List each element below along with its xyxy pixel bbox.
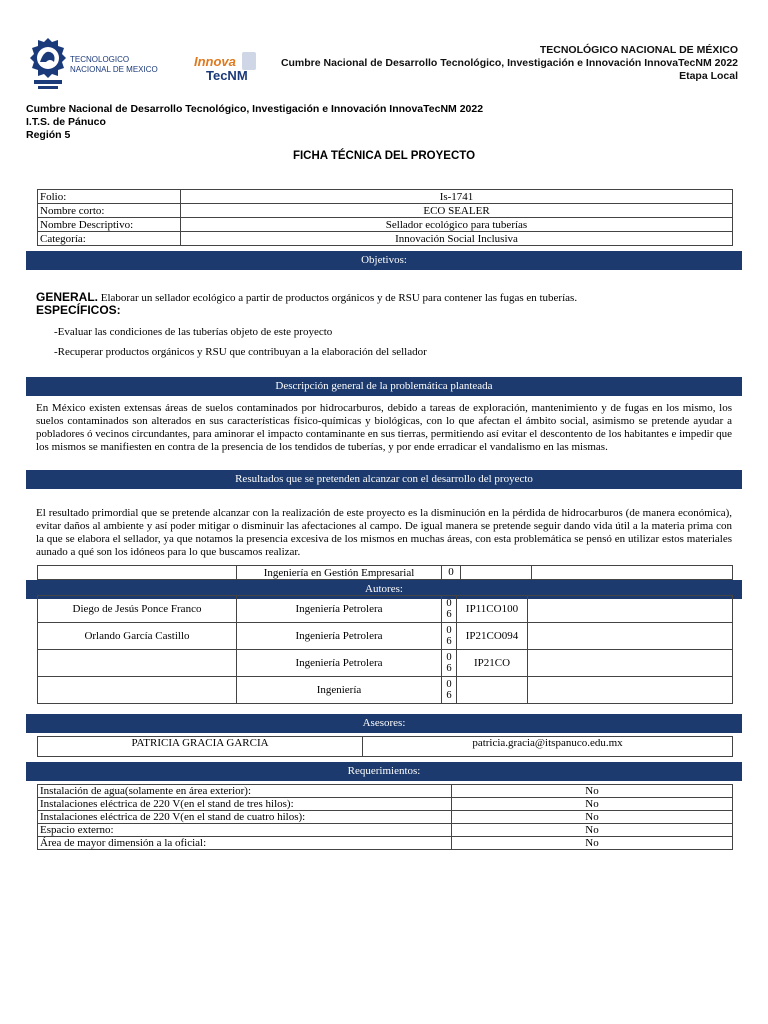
subheader-region: Región 5: [26, 129, 71, 141]
requirement-value: No: [452, 824, 733, 837]
table-row: [38, 204, 733, 218]
info-label: Nombre corto:: [38, 204, 181, 218]
requirement-label: Instalaciones eléctrica de 220 V(en el stand de tres hilos):: [38, 798, 452, 811]
author-career: Ingeniería en Gestión Empresarial: [237, 566, 442, 580]
author-semester: 0 6: [442, 596, 457, 623]
requirements-table: [37, 784, 733, 850]
info-value: Is-1741: [181, 190, 733, 204]
author-career: Ingeniería Petrolera: [237, 650, 442, 677]
requirement-value: No: [452, 811, 733, 824]
resultados-text: El resultado primordial que se pretende alcanzar con la realización de este proyecto es la disminución en la pérdida de hidrocarburos (de manera económica), evitar daños al ambiente y así poder mitigar o disminuir las afectaciones al campo. De igual manera se pretende seguir dando vida útil a la materia prima con la que se elabora el sellador, ya que notamos la presencia excesiva de los mismos en muchas áreas, con esta problemática se pensó en utilizar estos materiales aunado a qué son los idóneos para lo que buscamos realizar.: [36, 507, 732, 558]
problematica-header: Descripción general de la problemática planteada: [26, 377, 742, 396]
requirement-value: No: [452, 798, 733, 811]
header-event: Cumbre Nacional de Desarrollo Tecnológico, Investigación e Innovación InnovaTecNM 2022: [280, 57, 738, 69]
authors-table: [37, 595, 733, 704]
table-row: [38, 798, 733, 811]
tecnm-logo-word: TecNM: [206, 68, 248, 83]
author-career: Ingeniería Petrolera: [237, 623, 442, 650]
author-semester: 0: [442, 566, 461, 580]
innovatecnm-logo-icon: [192, 50, 264, 84]
table-row: [38, 811, 733, 824]
author-name: [38, 650, 237, 677]
requirement-label: Área de mayor dimensión a la oficial:: [38, 837, 452, 850]
list-item: -Recuperar productos orgánicos y RSU que contribuyan a la elaboración del sellador: [54, 346, 427, 358]
requirement-label: Espacio externo:: [38, 824, 452, 837]
author-career: Ingeniería Petrolera: [237, 596, 442, 623]
general-text: Elaborar un sellador ecológico a partir de productos orgánicos y de RSU para contener las fugas en tuberías.: [100, 292, 578, 304]
objetivo-general: [36, 290, 577, 304]
table-row: [38, 623, 733, 650]
author-career: Ingeniería: [237, 677, 442, 704]
resultados-header: Resultados que se pretenden alcanzar con el desarrollo del proyecto: [26, 470, 742, 489]
problematica-text: En México existen extensas áreas de suelos contaminados por hidrocarburos, debido a tareas de exploración, mantenimiento y de fugas en los mismo, los suelos contaminados son alterados en sus características físico-químicas y biológicas, con lo que afectan el ámbito social, asimismo se pretende ayudar a pobladores ó vecinos circundantes, para aminorar el impacto contaminante en sus tierras, permitiendo así evitar el descontento de los habitantes e impedir que los mismos se manifiesten en contra de la presencia de los tendidos de tuberías, y por ende erradicar el vandalismo en las mismas.: [36, 402, 732, 453]
author-semester: 0 6: [442, 677, 457, 704]
info-label: Nombre Descriptivo:: [38, 218, 181, 232]
table-row: [38, 650, 733, 677]
subheader-event: Cumbre Nacional de Desarrollo Tecnológico, Investigación e Innovación InnovaTecNM 2022: [26, 103, 484, 115]
author-id: IP21CO: [457, 650, 528, 677]
requirement-label: Instalaciones eléctrica de 220 V(en el stand de cuatro hilos):: [38, 811, 452, 824]
general-label: GENERAL.: [36, 290, 99, 304]
author-semester: 0 6: [442, 623, 457, 650]
table-row: [38, 824, 733, 837]
info-label: Folio:: [38, 190, 181, 204]
authors-overflow-row: [37, 565, 733, 580]
info-value: ECO SEALER: [181, 204, 733, 218]
author-id: IP11CO100: [457, 596, 528, 623]
asesores-header: Asesores:: [26, 714, 742, 733]
advisor-name: PATRICIA GRACIA GARCIA: [38, 737, 363, 757]
project-info-table: [37, 189, 733, 246]
requirement-value: No: [452, 837, 733, 850]
subheader-block: [26, 103, 483, 142]
info-label: Categoría:: [38, 232, 181, 246]
advisors-table: [37, 736, 733, 757]
header-right-block: [281, 44, 738, 83]
list-item: -Evaluar las condiciones de las tuberías objeto de este proyecto: [54, 326, 333, 338]
table-row: [38, 190, 733, 204]
info-value: Sellador ecológico para tuberías: [181, 218, 733, 232]
autores-header: Autores:: [26, 580, 742, 599]
info-value: Innovación Social Inclusiva: [181, 232, 733, 246]
requirement-value: No: [452, 785, 733, 798]
document-title: FICHA TÉCNICA DEL PROYECTO: [292, 150, 476, 162]
tecnm-logo-text: [70, 55, 158, 75]
author-id: IP21CO094: [457, 623, 528, 650]
table-row: [38, 737, 733, 757]
table-row: [38, 677, 733, 704]
header-institution: TECNOLÓGICO NACIONAL DE MÉXICO: [539, 44, 738, 56]
author-name: Diego de Jesús Ponce Franco: [38, 596, 237, 623]
innova-logo-word: Innova: [194, 54, 236, 69]
table-row: [38, 218, 733, 232]
table-row: [38, 837, 733, 850]
header-stage: Etapa Local: [679, 70, 738, 82]
table-row: [38, 785, 733, 798]
author-name: [38, 677, 237, 704]
objetivos-header: Objetivos:: [26, 251, 742, 270]
table-row: [38, 596, 733, 623]
table-row: [38, 566, 733, 580]
especificos-label: ESPECÍFICOS:: [36, 303, 121, 317]
subheader-campus: I.T.S. de Pánuco: [26, 116, 106, 128]
tecnm-logo-icon: [28, 36, 68, 92]
advisor-email: patricia.gracia@itspanuco.edu.mx: [363, 737, 733, 757]
requirement-label: Instalación de agua(solamente en área exterior):: [38, 785, 452, 798]
author-name: Orlando García Castillo: [38, 623, 237, 650]
table-row: [38, 232, 733, 246]
author-semester: 0 6: [442, 650, 457, 677]
logo-text-line2: NACIONAL DE MEXICO: [70, 65, 158, 74]
requerimientos-header: Requerimientos:: [26, 762, 742, 781]
author-id: [457, 677, 528, 704]
logo-text-line1: TECNOLOGICO: [70, 55, 130, 64]
